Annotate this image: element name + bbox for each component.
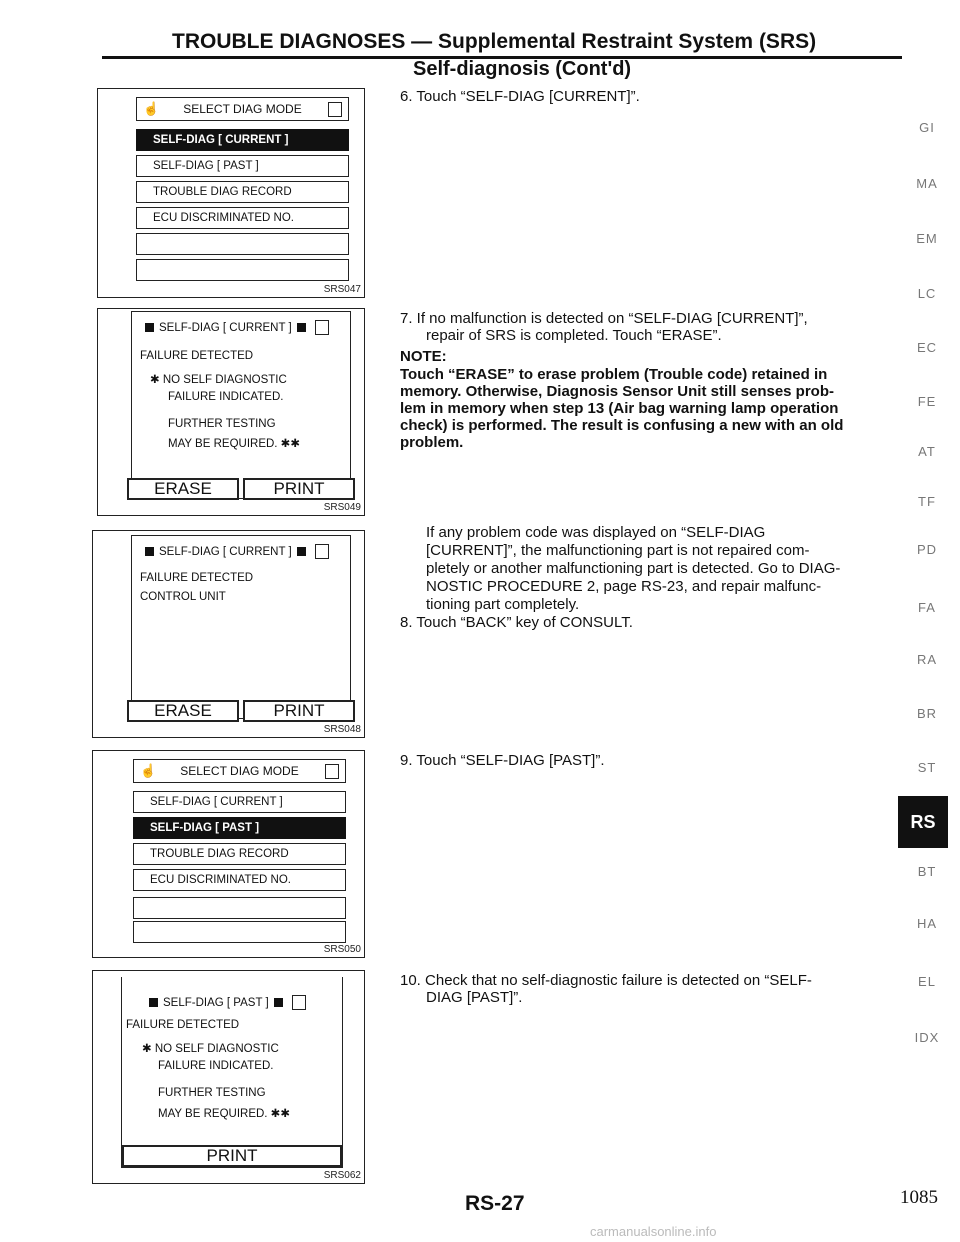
- side-tab-el[interactable]: EL: [918, 974, 936, 989]
- checkbox-icon: [315, 320, 329, 335]
- figure-code: SRS050: [323, 944, 361, 955]
- paragraph-line: pletely or another malfunctioning part is detected. Go to DIAG-: [426, 560, 841, 577]
- result-line: MAY BE REQUIRED. ✱✱: [158, 1108, 290, 1120]
- menu-item-self-diag-current[interactable]: SELF-DIAG [ CURRENT ]: [133, 791, 346, 813]
- menu-item-blank[interactable]: [133, 897, 346, 919]
- menu-header: [133, 759, 346, 783]
- side-tab-fa[interactable]: FA: [918, 600, 936, 615]
- hand-pointer-icon: ☝: [140, 763, 157, 778]
- menu-item-self-diag-current[interactable]: SELF-DIAG [ CURRENT ]: [136, 129, 349, 151]
- print-button[interactable]: PRINT: [243, 478, 355, 500]
- menu-item-self-diag-past[interactable]: SELF-DIAG [ PAST ]: [133, 817, 346, 839]
- side-tab-at[interactable]: AT: [918, 444, 936, 459]
- figure-code: SRS048: [323, 724, 361, 735]
- result-line: ✱ NO SELF DIAGNOSTIC: [142, 1043, 279, 1055]
- result-header-label: SELF-DIAG [ CURRENT ]: [159, 545, 292, 558]
- step-10-line2: DIAG [PAST]”.: [426, 989, 523, 1006]
- side-tab-st[interactable]: ST: [917, 760, 937, 775]
- step-9: 9. Touch “SELF-DIAG [PAST]”.: [400, 752, 605, 769]
- note-line: check) is performed. The result is confusing a new with an old: [400, 417, 844, 434]
- menu-header-label: SELECT DIAG MODE: [180, 764, 299, 778]
- square-icon: [149, 998, 158, 1007]
- menu-item-blank[interactable]: [136, 259, 349, 281]
- erase-button[interactable]: ERASE: [127, 478, 239, 500]
- figure-code: SRS047: [323, 284, 361, 295]
- result-line: FAILURE INDICATED.: [158, 1060, 274, 1072]
- result-line: FURTHER TESTING: [168, 418, 276, 430]
- checkbox-icon: [328, 102, 342, 117]
- menu-item-blank[interactable]: [136, 233, 349, 255]
- side-tab-ha[interactable]: HA: [916, 916, 938, 931]
- paragraph-line: If any problem code was displayed on “SELF-DIAG: [426, 524, 766, 541]
- menu-header: [136, 97, 349, 121]
- square-icon: [145, 323, 154, 332]
- section-title: Self-diagnosis (Cont'd): [413, 58, 632, 80]
- figure-select-diag-mode-past: [92, 750, 365, 958]
- step-10-line1: 10. Check that no self-diagnostic failure is detected on “SELF-: [400, 972, 812, 989]
- page-sequence-number: 1085: [900, 1187, 938, 1208]
- side-tab-idx[interactable]: IDX: [914, 1030, 940, 1045]
- step-7-line2: repair of SRS is completed. Touch “ERASE”.: [426, 327, 722, 344]
- figure-code: SRS062: [323, 1170, 361, 1181]
- result-header: [140, 544, 329, 559]
- result-line: FURTHER TESTING: [158, 1087, 266, 1099]
- hand-pointer-icon: ☝: [143, 101, 160, 116]
- side-tab-tf[interactable]: TF: [918, 494, 936, 509]
- side-tab-rs-active[interactable]: RS: [898, 796, 948, 848]
- result-line: FAILURE DETECTED: [140, 572, 254, 584]
- result-line: CONTROL UNIT: [140, 591, 226, 603]
- checkbox-icon: [325, 764, 339, 779]
- side-tab-bt[interactable]: BT: [917, 864, 937, 879]
- result-line: ✱ NO SELF DIAGNOSTIC: [150, 374, 287, 386]
- result-line: FAILURE DETECTED: [126, 1019, 240, 1031]
- side-tab-ec[interactable]: EC: [916, 340, 938, 355]
- consult-screen: [121, 977, 343, 1168]
- result-line: MAY BE REQUIRED. ✱✱: [168, 438, 300, 450]
- print-button[interactable]: PRINT: [243, 700, 355, 722]
- watermark: carmanualsonline.info: [590, 1224, 717, 1239]
- figure-self-diag-current-failure: [92, 530, 365, 738]
- checkbox-icon: [315, 544, 329, 559]
- print-button[interactable]: PRINT: [122, 1145, 342, 1167]
- note-line: problem.: [400, 434, 464, 451]
- erase-button[interactable]: ERASE: [127, 700, 239, 722]
- figure-code: SRS049: [323, 502, 361, 513]
- page-number-label: RS-27: [465, 1192, 525, 1215]
- side-tab-br[interactable]: BR: [916, 706, 938, 721]
- square-icon: [274, 998, 283, 1007]
- figure-self-diag-current-no-failure: [97, 308, 365, 516]
- side-tab-gi[interactable]: GI: [919, 120, 935, 135]
- result-line: FAILURE DETECTED: [140, 350, 254, 362]
- figure-select-diag-mode-current: [97, 88, 365, 298]
- consult-screen: [133, 759, 346, 939]
- note-label: NOTE:: [400, 348, 447, 365]
- result-header: [140, 320, 329, 335]
- side-tab-em[interactable]: EM: [916, 231, 938, 246]
- figure-self-diag-past-no-failure: [92, 970, 365, 1184]
- menu-item-trouble-diag-record[interactable]: TROUBLE DIAG RECORD: [133, 843, 346, 865]
- consult-screen: [136, 97, 349, 277]
- step-7-line1: 7. If no malfunction is detected on “SELF-DIAG [CURRENT]”,: [400, 310, 808, 327]
- consult-screen: [131, 311, 351, 499]
- side-tab-ra[interactable]: RA: [916, 652, 938, 667]
- note-line: memory. Otherwise, Diagnosis Sensor Unit still senses prob-: [400, 383, 835, 400]
- menu-header-label: SELECT DIAG MODE: [183, 102, 302, 116]
- square-icon: [145, 547, 154, 556]
- step-6: 6. Touch “SELF-DIAG [CURRENT]”.: [400, 88, 640, 105]
- menu-item-self-diag-past[interactable]: SELF-DIAG [ PAST ]: [136, 155, 349, 177]
- square-icon: [297, 547, 306, 556]
- checkbox-icon: [292, 995, 306, 1010]
- square-icon: [297, 323, 306, 332]
- note-line: Touch “ERASE” to erase problem (Trouble code) retained in: [400, 366, 828, 383]
- result-line: FAILURE INDICATED.: [168, 391, 284, 403]
- side-tab-fe[interactable]: FE: [917, 394, 937, 409]
- side-tab-lc[interactable]: LC: [917, 286, 937, 301]
- result-header-label: SELF-DIAG [ CURRENT ]: [159, 321, 292, 334]
- paragraph-line: tioning part completely.: [426, 596, 580, 613]
- result-header: [144, 995, 306, 1010]
- menu-item-ecu-discriminated-no[interactable]: ECU DISCRIMINATED NO.: [133, 869, 346, 891]
- step-8: 8. Touch “BACK” key of CONSULT.: [400, 614, 633, 631]
- consult-screen: [131, 535, 351, 719]
- menu-item-trouble-diag-record[interactable]: TROUBLE DIAG RECORD: [136, 181, 349, 203]
- result-header-label: SELF-DIAG [ PAST ]: [163, 996, 269, 1009]
- menu-item-ecu-discriminated-no[interactable]: ECU DISCRIMINATED NO.: [136, 207, 349, 229]
- side-tab-pd[interactable]: PD: [916, 542, 938, 557]
- menu-item-blank[interactable]: [133, 921, 346, 943]
- paragraph-line: [CURRENT]”, the malfunctioning part is not repaired com-: [426, 542, 810, 559]
- note-line: lem in memory when step 13 (Air bag warning lamp operation: [400, 400, 839, 417]
- side-tab-ma[interactable]: MA: [916, 176, 938, 191]
- paragraph-line: NOSTIC PROCEDURE 2, page RS-23, and repair malfunc-: [426, 578, 822, 595]
- page-header-title: TROUBLE DIAGNOSES — Supplemental Restraint System (SRS): [172, 30, 817, 53]
